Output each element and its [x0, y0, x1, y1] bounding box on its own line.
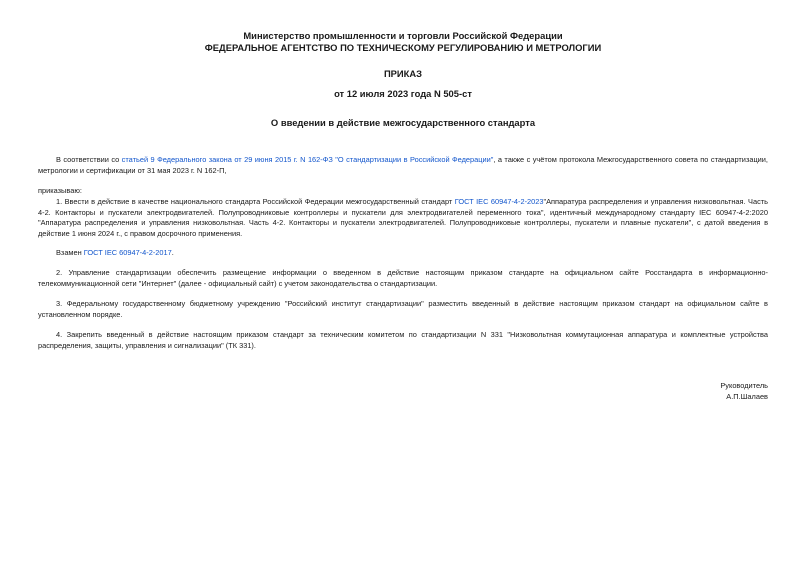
doc-title: О введении в действие межгосударственного стандарта	[270, 117, 536, 128]
gost-2017-link[interactable]: ГОСТ IEC 60947-4-2-2017	[83, 248, 172, 257]
gost-2023-link[interactable]: ГОСТ IEC 60947-4-2-2023	[454, 197, 544, 206]
item-1-paragraph	[38, 197, 768, 239]
doc-type: ПРИКАЗ	[383, 68, 423, 79]
ministry-name: Министерство промышленности и торговли Российской Федерации	[243, 30, 563, 41]
replace-paragraph	[38, 248, 768, 259]
doc-date: от 12 июля 2023 года N 505-ст	[334, 88, 472, 99]
signatory-position: Руководитель	[720, 381, 768, 390]
order-word: приказываю:	[38, 186, 82, 195]
item-1-text-after: "Аппаратура распределения и управления низковольтная. Часть 4-2. Контакторы и пускатели электродвигателей. Полупроводниковые контроллеры и пускатели для электродвигателей переменного тока", идентичный международному стандарту IEC 60947-4-2:2020 "Аппаратура распределения и управления низковольтная. Часть 4-2. Контакторы и пускатели электродвигателей. Полупроводниковые контроллеры, пускатели и плавные пускатели", с датой введения в действие 1 июня 2024 г., с правом досрочного применения.	[38, 197, 768, 238]
replace-text-before: Взамен	[56, 248, 84, 257]
signature-block	[720, 381, 768, 402]
item-2-paragraph: 2. Управление стандартизации обеспечить размещение информации о введенном в действие настоящим приказом стандарте на официальном сайте Росстандарта в информационно-телекоммуникационной сети "Интернет" (далее - официальный сайт) с учетом законодательства о стандартизации.	[38, 268, 768, 288]
preamble-text-after: , а также с учётом протокола Межгосударственного совета по стандартизации, метрологии и сертификации от 31 мая 2023 г. N 162-П,	[38, 155, 768, 175]
agency-name: ФЕДЕРАЛЬНОЕ АГЕНТСТВО ПО ТЕХНИЧЕСКОМУ РЕГУЛИРОВАНИЮ И МЕТРОЛОГИИ	[204, 42, 602, 53]
preamble-text-before: В соответствии со	[56, 155, 122, 164]
replace-text-after: .	[171, 248, 174, 257]
item-1-text-before: 1. Ввести в действие в качестве национального стандарта Российской Федерации межгосударственный стандарт	[56, 197, 455, 206]
item-3-paragraph: 3. Федеральному государственному бюджетному учреждению "Российский институт стандартизации" разместить введенный в действие настоящим приказом стандарт на официальном сайте в установленном порядке.	[38, 299, 768, 319]
document-header	[38, 30, 768, 54]
federal-law-link[interactable]: статьей 9 Федерального закона от 29 июня 2015 г. N 162-ФЗ "О стандартизации в Российской Федерации"	[121, 155, 494, 164]
item-4-paragraph: 4. Закрепить введенный в действие настоящим приказом стандарт за техническим комитетом по стандартизации N 331 "Низковольтная коммутационная аппаратура и комплектные устройства распределения, защиты, управления и сигнализации" (ТК 331).	[38, 330, 768, 350]
preamble-paragraph	[38, 155, 768, 176]
signatory-name: А.П.Шалаев	[726, 391, 768, 401]
document-page	[38, 0, 768, 571]
